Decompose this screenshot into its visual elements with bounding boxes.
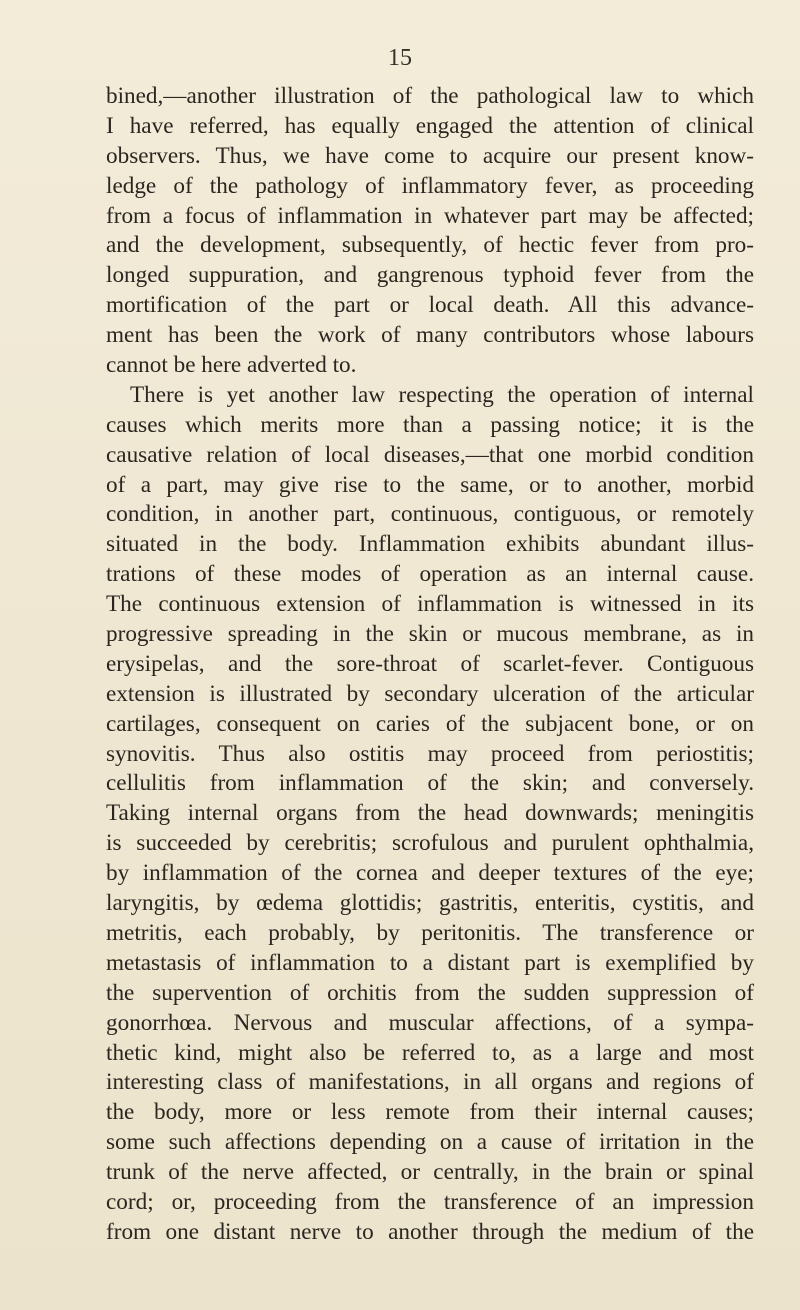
text-line: synovitis. Thus also ostitis may proceed from periostitis;: [106, 740, 754, 767]
text-line: thetic kind, might also be referred to, as a large and most: [106, 1039, 754, 1066]
text-line: laryngitis, by œdema glottidis; gastritis, enteritis, cystitis, and: [106, 890, 754, 917]
text-line: the supervention of orchitis from the sudden suppression of: [106, 979, 754, 1006]
body-text: [106, 82, 754, 1248]
text-line: extension is illustrated by secondary ulceration of the articular: [106, 680, 754, 707]
text-line: the body, more or less remote from their internal causes;: [106, 1099, 754, 1126]
text-line: causative relation of local diseases,—that one morbid condition: [106, 441, 754, 468]
text-line: The continuous extension of inflammation is witnessed in its: [106, 591, 754, 618]
page-number: 15: [388, 45, 412, 71]
text-line: cannot be here adverted to.: [106, 352, 357, 379]
text-line: Taking internal organs from the head downwards; meningitis: [106, 800, 754, 827]
text-line: of a part, may give rise to the same, or to another, morbid: [106, 471, 754, 498]
text-line: cord; or, proceeding from the transference of an impression: [106, 1188, 754, 1215]
text-line: metastasis of inflammation to a distant part is exemplified by: [106, 949, 754, 976]
paragraph-start-line: There is yet another law respecting the operation of internal: [130, 381, 754, 408]
text-line: metritis, each probably, by peritonitis. The transference or: [106, 919, 754, 946]
text-line: observers. Thus, we have come to acquire our present know-: [106, 142, 754, 169]
text-line: by inflammation of the cornea and deeper textures of the eye;: [106, 860, 754, 887]
text-line: longed suppuration, and gangrenous typhoid fever from the: [106, 262, 754, 289]
text-line: gonorrhœa. Nervous and muscular affections, of a sympa-: [106, 1009, 754, 1036]
text-line: erysipelas, and the sore-throat of scarlet-fever. Contiguous: [106, 650, 754, 677]
text-line: some such affections depending on a cause of irritation in the: [106, 1129, 754, 1156]
text-line: condition, in another part, continuous, contiguous, or remotely: [106, 501, 754, 528]
text-line: cellulitis from inflammation of the skin; and conversely.: [106, 770, 754, 797]
text-line: trations of these modes of operation as an internal cause.: [106, 561, 754, 588]
text-line: situated in the body. Inflammation exhibits abundant illus-: [106, 531, 754, 558]
text-line: interesting class of manifestations, in all organs and regions of: [106, 1069, 754, 1096]
text-line: cartilages, consequent on caries of the subjacent bone, or on: [106, 710, 754, 737]
text-line: causes which merits more than a passing notice; it is the: [106, 411, 754, 438]
text-line: progressive spreading in the skin or mucous membrane, as in: [106, 621, 754, 648]
text-line: trunk of the nerve affected, or centrally, in the brain or spinal: [106, 1159, 754, 1186]
text-line: bined,—another illustration of the pathological law to which: [106, 83, 754, 109]
text-line: I have referred, has equally engaged the attention of clinical: [106, 112, 754, 139]
text-line: from a focus of inflammation in whatever part may be affected;: [106, 202, 754, 229]
text-line: and the development, subsequently, of hectic fever from pro-: [106, 232, 754, 259]
text-line: is succeeded by cerebritis; scrofulous and purulent ophthalmia,: [106, 830, 754, 857]
text-line: ment has been the work of many contributors whose labours: [106, 322, 754, 349]
text-line: from one distant nerve to another through the medium of the: [106, 1218, 754, 1245]
text-line: ledge of the pathology of inflammatory fever, as proceeding: [106, 172, 754, 199]
text-line: mortification of the part or local death. All this advance-: [106, 292, 754, 319]
